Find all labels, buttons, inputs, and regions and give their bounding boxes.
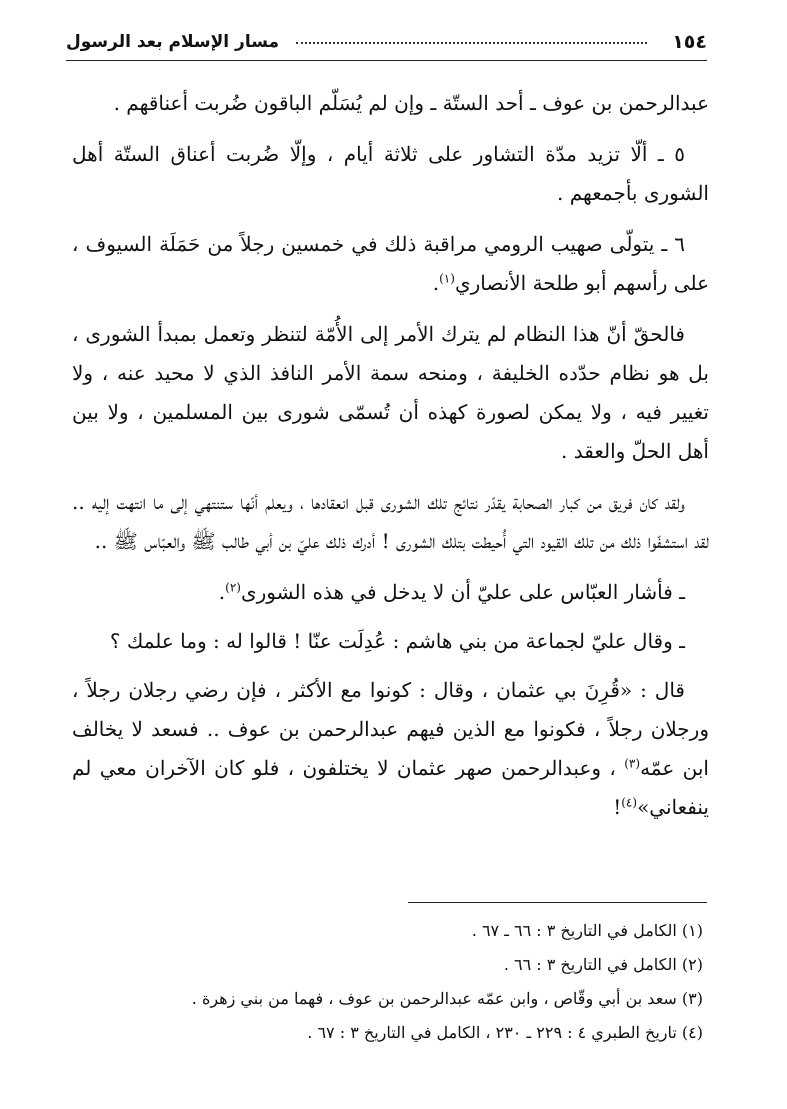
- paragraph-8: قال : «قُرِنَ بي عثمان ، وقال : كونوا مع الأكثر ، فإن رضي رجلان رجلاً ، ورجلان رجلاً ، فكونوا مع الذين فيهم عبدالرحمن بن عوف .. فسعد لا يخالف ابن عمّه$^{(٣)}$ ، وعبدالرحمن صهر عثمان لا يختلفون ، فلو كان الآخران معي لم ينفعاني»$^{(٤)}$!: [72, 678, 709, 819]
- footnote-2: (٢) الكامل في التاريخ ٣ : ٦٦ .: [503, 955, 703, 974]
- paragraph-3: ٦ ـ يتولّى صهيب الرومي مراقبة ذلك في خمسين رجلاً من حَمَلَة السيوف ، على رأسهم أبو طلحة الأنصاري$^{(١)}$.: [72, 232, 709, 295]
- footnote-ref-4[interactable]: (٤): [621, 795, 638, 810]
- paragraph-6: ـ فأشار العبّاس على عليّ أن لا يدخل في هذه الشورى$^{(٢)}$.: [218, 580, 685, 604]
- footnote-ref-3[interactable]: (٣): [624, 756, 641, 771]
- paragraph-7: ـ وقال عليّ لجماعة من بني هاشم : عُدِلَت عنّا ! قالوا له : وما علمك ؟: [109, 629, 685, 653]
- footnote-ref-1[interactable]: (١): [439, 271, 455, 286]
- footnote-3: (٣) سعد بن أبي وقّاص ، وابن عمّه عبدالرحمن بن عوف ، فهما من بني زهرة .: [191, 989, 703, 1008]
- header-dot-leader: [296, 42, 647, 44]
- footnote-rule: [408, 902, 707, 903]
- header-rule: [66, 60, 707, 61]
- running-title: مسار الإسلام بعد الرسول: [66, 32, 280, 52]
- paragraph-2: ٥ ـ ألّا تزيد مدّة التشاور على ثلاثة أيام ، وإلّا ضُربت أعناق الستّة أهل الشورى بأجمعهم .: [72, 142, 709, 205]
- page-number: ١٥٤: [672, 31, 707, 53]
- footnote-4: (٤) تاريخ الطبري ٤ : ٢٢٩ ـ ٢٣٠ ، الكامل في التاريخ ٣ : ٦٧ .: [307, 1023, 703, 1042]
- paragraph-1: عبدالرحمن بن عوف ـ أحد الستّة ـ وإن لم يُسَلّم الباقون ضُربت أعناقهم .: [113, 91, 709, 115]
- paragraph-5: ولقد كان فريق من كبار الصحابة يقدّر نتائج تلك الشورى قبل انعقادها ، ويعلم أنّها ستنتهي إلى ما انتهت إليه .. لقد استشفّوا ذلك من تلك القيود التي أُحيطت بتلك الشورى ! أدرك ذلك عليّ بن أبي طالب ﷺ والعبّاس ﷺ ..: [72, 490, 709, 553]
- body-text: [72, 84, 709, 839]
- footnote-1: (١) الكامل في التاريخ ٣ : ٦٦ ـ ٦٧ .: [471, 921, 703, 940]
- footnote-ref-2[interactable]: (٢): [225, 580, 241, 595]
- footnotes: [72, 914, 703, 1050]
- running-header: [66, 26, 707, 58]
- paragraph-4: فالحقّ أنّ هذا النظام لم يترك الأمر إلى الأُمّة لتنظر وتعمل بمبدأ الشورى ، بل هو نظام حدّده الخليفة ، ومنحه سمة الأمر النافذ الذي لا محيد عنه ، ولا تغيير فيه ، ولا يمكن لصورة كهذه أن تُسمّى شورى بين المسلمين ، ولا بين أهل الحلّ والعقد .: [72, 322, 710, 463]
